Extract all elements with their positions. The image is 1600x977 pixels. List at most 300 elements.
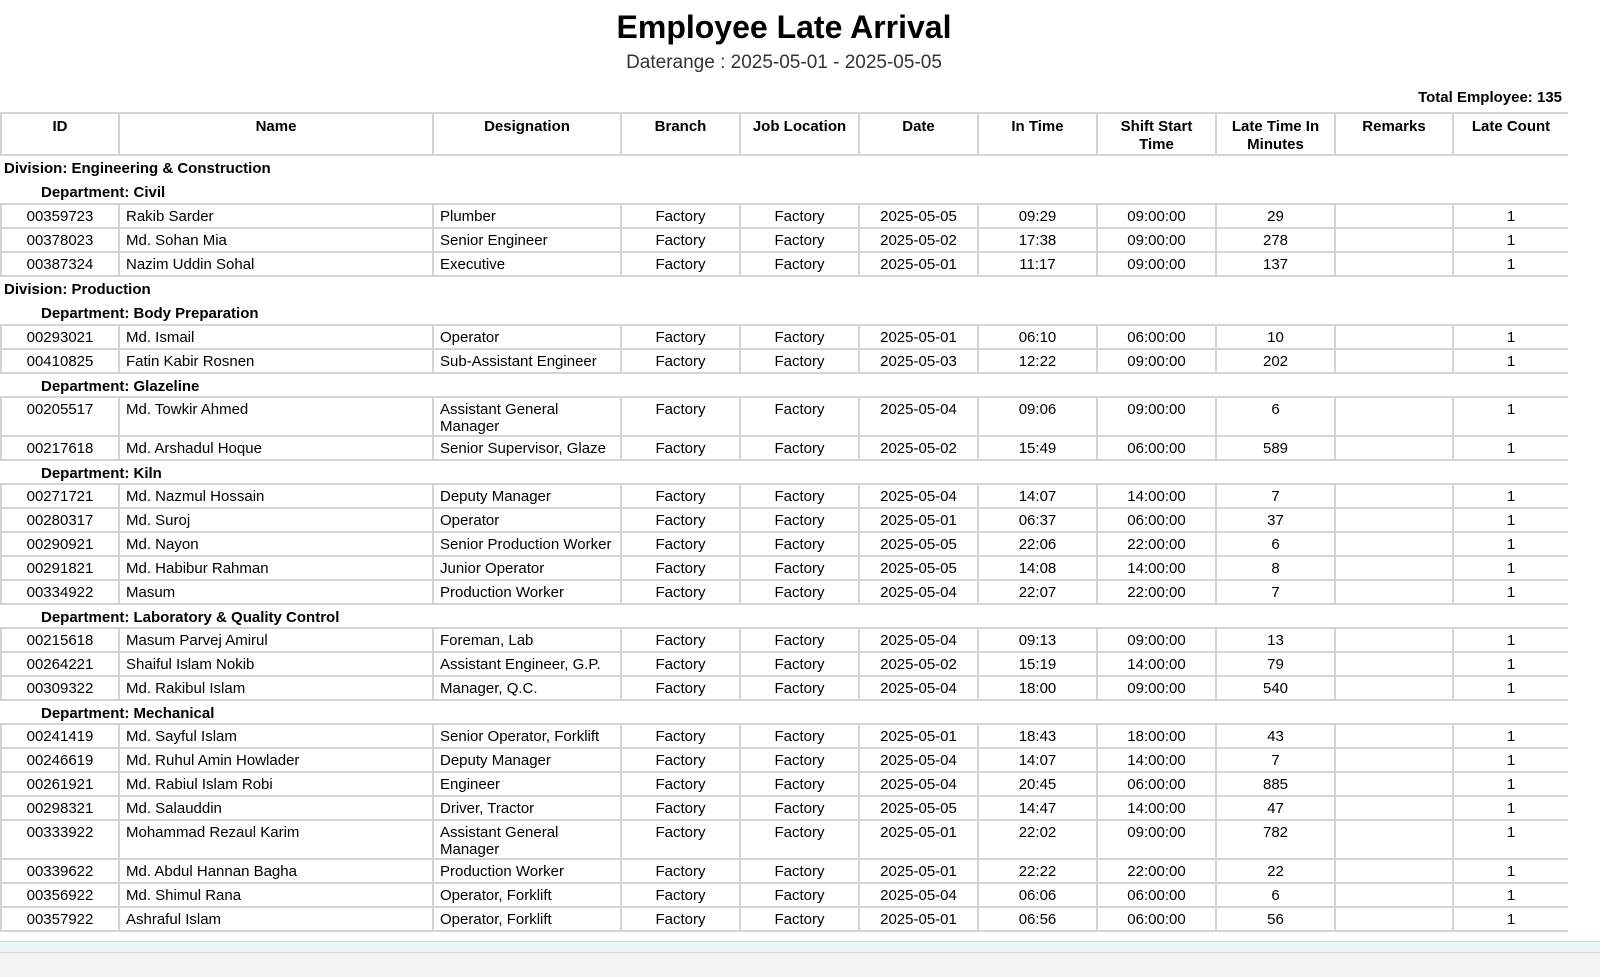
cell-id: 00264221 <box>1 652 119 676</box>
column-header-id: ID <box>1 113 119 155</box>
cell-branch: Factory <box>621 748 740 772</box>
cell-late-minutes: 79 <box>1216 652 1335 676</box>
cell-branch: Factory <box>621 252 740 276</box>
cell-designation: Plumber <box>433 204 621 228</box>
cell-name: Fatin Kabir Rosnen <box>119 349 433 373</box>
cell-date: 2025-05-02 <box>859 228 978 252</box>
cell-name: Md. Ruhul Amin Howlader <box>119 748 433 772</box>
cell-in-time: 11:17 <box>978 252 1097 276</box>
department-row <box>1 604 1568 628</box>
cell-id: 00298321 <box>1 796 119 820</box>
table-row[interactable] <box>1 676 1568 700</box>
cell-name: Md. Ismail <box>119 325 433 349</box>
cell-job-location: Factory <box>740 508 859 532</box>
cell-in-time: 18:00 <box>978 676 1097 700</box>
cell-shift-start-time: 06:00:00 <box>1097 325 1216 349</box>
cell-designation: Junior Operator <box>433 556 621 580</box>
cell-job-location: Factory <box>740 652 859 676</box>
cell-shift-start-time: 09:00:00 <box>1097 204 1216 228</box>
cell-remarks <box>1335 228 1453 252</box>
cell-shift-start-time: 06:00:00 <box>1097 508 1216 532</box>
cell-name: Masum Parvej Amirul <box>119 628 433 652</box>
cell-remarks <box>1335 532 1453 556</box>
cell-id: 00291821 <box>1 556 119 580</box>
cell-name: Mohammad Rezaul Karim <box>119 820 433 859</box>
cell-branch: Factory <box>621 628 740 652</box>
division-row <box>1 276 1568 301</box>
cell-branch: Factory <box>621 349 740 373</box>
cell-designation: Foreman, Lab <box>433 628 621 652</box>
cell-in-time: 09:06 <box>978 397 1097 436</box>
cell-job-location: Factory <box>740 436 859 460</box>
column-header-remarks: Remarks <box>1335 113 1453 155</box>
cell-id: 00290921 <box>1 532 119 556</box>
cell-remarks <box>1335 628 1453 652</box>
cell-late-minutes: 37 <box>1216 508 1335 532</box>
cell-remarks <box>1335 859 1453 883</box>
department-label: Department: Laboratory & Quality Control <box>1 604 1568 628</box>
cell-late-count: 1 <box>1453 820 1568 859</box>
cell-job-location: Factory <box>740 484 859 508</box>
table-row[interactable] <box>1 436 1568 460</box>
cell-late-minutes: 7 <box>1216 580 1335 604</box>
cell-in-time: 06:37 <box>978 508 1097 532</box>
cell-late-minutes: 7 <box>1216 484 1335 508</box>
cell-designation: Senior Engineer <box>433 228 621 252</box>
cell-branch: Factory <box>621 907 740 931</box>
cell-designation: Sub-Assistant Engineer <box>433 349 621 373</box>
department-label: Department: Body Preparation <box>1 301 1568 325</box>
cell-shift-start-time: 14:00:00 <box>1097 748 1216 772</box>
cell-id: 00205517 <box>1 397 119 436</box>
column-header-shift-start-time: Shift Start Time <box>1097 113 1216 155</box>
cell-date: 2025-05-01 <box>859 325 978 349</box>
cell-branch: Factory <box>621 580 740 604</box>
cell-designation: Driver, Tractor <box>433 796 621 820</box>
cell-shift-start-time: 09:00:00 <box>1097 676 1216 700</box>
cell-shift-start-time: 09:00:00 <box>1097 228 1216 252</box>
cell-late-count: 1 <box>1453 228 1568 252</box>
department-row <box>1 700 1568 724</box>
cell-branch: Factory <box>621 397 740 436</box>
table-row[interactable] <box>1 580 1568 604</box>
cell-shift-start-time: 22:00:00 <box>1097 859 1216 883</box>
division-label: Division: Engineering & Construction <box>1 155 1568 180</box>
cell-name: Md. Shimul Rana <box>119 883 433 907</box>
table-row[interactable] <box>1 772 1568 796</box>
cell-shift-start-time: 09:00:00 <box>1097 252 1216 276</box>
cell-in-time: 15:19 <box>978 652 1097 676</box>
cell-shift-start-time: 22:00:00 <box>1097 580 1216 604</box>
cell-id: 00280317 <box>1 508 119 532</box>
cell-designation: Operator <box>433 325 621 349</box>
table-row[interactable] <box>1 883 1568 907</box>
column-header-name: Name <box>119 113 433 155</box>
cell-date: 2025-05-01 <box>859 508 978 532</box>
cell-id: 00261921 <box>1 772 119 796</box>
cell-designation: Assistant General Manager <box>433 820 621 859</box>
cell-remarks <box>1335 772 1453 796</box>
cell-name: Rakib Sarder <box>119 204 433 228</box>
cell-name: Md. Sohan Mia <box>119 228 433 252</box>
cell-late-count: 1 <box>1453 796 1568 820</box>
table-row[interactable] <box>1 228 1568 252</box>
cell-id: 00217618 <box>1 436 119 460</box>
cell-name: Md. Rakibul Islam <box>119 676 433 700</box>
cell-job-location: Factory <box>740 796 859 820</box>
cell-date: 2025-05-04 <box>859 772 978 796</box>
cell-id: 00309322 <box>1 676 119 700</box>
cell-shift-start-time: 09:00:00 <box>1097 349 1216 373</box>
table-row[interactable] <box>1 252 1568 276</box>
cell-name: Shaiful Islam Nokib <box>119 652 433 676</box>
cell-late-count: 1 <box>1453 859 1568 883</box>
cell-job-location: Factory <box>740 397 859 436</box>
cell-late-count: 1 <box>1453 484 1568 508</box>
cell-in-time: 14:07 <box>978 484 1097 508</box>
cell-branch: Factory <box>621 883 740 907</box>
cell-date: 2025-05-05 <box>859 532 978 556</box>
cell-late-count: 1 <box>1453 397 1568 436</box>
cell-designation: Deputy Manager <box>433 484 621 508</box>
cell-date: 2025-05-03 <box>859 349 978 373</box>
cell-shift-start-time: 14:00:00 <box>1097 796 1216 820</box>
cell-late-count: 1 <box>1453 883 1568 907</box>
column-header-in-time: In Time <box>978 113 1097 155</box>
cell-remarks <box>1335 204 1453 228</box>
cell-designation: Assistant General Manager <box>433 397 621 436</box>
late-arrival-table <box>0 112 1568 932</box>
cell-shift-start-time: 14:00:00 <box>1097 652 1216 676</box>
horizontal-scrollbar-track[interactable] <box>0 941 1600 953</box>
cell-job-location: Factory <box>740 772 859 796</box>
cell-date: 2025-05-05 <box>859 556 978 580</box>
cell-name: Md. Suroj <box>119 508 433 532</box>
cell-job-location: Factory <box>740 883 859 907</box>
cell-designation: Deputy Manager <box>433 748 621 772</box>
cell-date: 2025-05-04 <box>859 628 978 652</box>
cell-job-location: Factory <box>740 204 859 228</box>
cell-date: 2025-05-05 <box>859 796 978 820</box>
cell-name: Ashraful Islam <box>119 907 433 931</box>
cell-id: 00359723 <box>1 204 119 228</box>
cell-in-time: 14:08 <box>978 556 1097 580</box>
cell-date: 2025-05-01 <box>859 859 978 883</box>
cell-late-count: 1 <box>1453 724 1568 748</box>
cell-date: 2025-05-04 <box>859 484 978 508</box>
table-row[interactable] <box>1 349 1568 373</box>
cell-late-minutes: 47 <box>1216 796 1335 820</box>
cell-id: 00334922 <box>1 580 119 604</box>
cell-late-count: 1 <box>1453 556 1568 580</box>
daterange-label: Daterange : 2025-05-01 - 2025-05-05 <box>626 52 942 73</box>
cell-date: 2025-05-04 <box>859 397 978 436</box>
cell-late-count: 1 <box>1453 508 1568 532</box>
cell-remarks <box>1335 349 1453 373</box>
cell-remarks <box>1335 397 1453 436</box>
cell-shift-start-time: 18:00:00 <box>1097 724 1216 748</box>
cell-shift-start-time: 09:00:00 <box>1097 397 1216 436</box>
cell-late-minutes: 278 <box>1216 228 1335 252</box>
cell-job-location: Factory <box>740 907 859 931</box>
cell-late-minutes: 8 <box>1216 556 1335 580</box>
cell-late-minutes: 13 <box>1216 628 1335 652</box>
cell-job-location: Factory <box>740 532 859 556</box>
cell-designation: Executive <box>433 252 621 276</box>
table-body <box>1 155 1568 931</box>
cell-in-time: 20:45 <box>978 772 1097 796</box>
cell-in-time: 22:02 <box>978 820 1097 859</box>
table-row[interactable] <box>1 796 1568 820</box>
cell-late-minutes: 6 <box>1216 883 1335 907</box>
cell-job-location: Factory <box>740 325 859 349</box>
cell-date: 2025-05-01 <box>859 724 978 748</box>
cell-date: 2025-05-01 <box>859 907 978 931</box>
cell-date: 2025-05-02 <box>859 436 978 460</box>
cell-shift-start-time: 09:00:00 <box>1097 628 1216 652</box>
cell-late-count: 1 <box>1453 436 1568 460</box>
cell-late-minutes: 10 <box>1216 325 1335 349</box>
department-label: Department: Kiln <box>1 460 1568 484</box>
cell-late-minutes: 7 <box>1216 748 1335 772</box>
cell-designation: Assistant Engineer, G.P. <box>433 652 621 676</box>
cell-branch: Factory <box>621 532 740 556</box>
cell-late-count: 1 <box>1453 772 1568 796</box>
total-employee-count: Total Employee: 135 <box>1418 89 1562 106</box>
cell-late-count: 1 <box>1453 252 1568 276</box>
table-row[interactable] <box>1 820 1568 859</box>
table-row[interactable] <box>1 532 1568 556</box>
cell-in-time: 22:06 <box>978 532 1097 556</box>
cell-id: 00241419 <box>1 724 119 748</box>
cell-branch: Factory <box>621 325 740 349</box>
cell-id: 00356922 <box>1 883 119 907</box>
cell-remarks <box>1335 883 1453 907</box>
cell-late-count: 1 <box>1453 652 1568 676</box>
department-row <box>1 301 1568 325</box>
cell-date: 2025-05-04 <box>859 676 978 700</box>
cell-job-location: Factory <box>740 252 859 276</box>
table-row[interactable] <box>1 907 1568 931</box>
column-header-late-count: Late Count <box>1453 113 1568 155</box>
cell-late-count: 1 <box>1453 532 1568 556</box>
table-header-row <box>1 113 1568 155</box>
cell-job-location: Factory <box>740 820 859 859</box>
cell-id: 00339622 <box>1 859 119 883</box>
cell-id: 00387324 <box>1 252 119 276</box>
cell-name: Masum <box>119 580 433 604</box>
cell-designation: Operator <box>433 508 621 532</box>
cell-remarks <box>1335 907 1453 931</box>
table-row[interactable] <box>1 724 1568 748</box>
cell-late-count: 1 <box>1453 748 1568 772</box>
cell-designation: Senior Production Worker <box>433 532 621 556</box>
column-header-late-time-minutes: Late Time In Minutes <box>1216 113 1335 155</box>
department-row <box>1 460 1568 484</box>
cell-late-minutes: 6 <box>1216 532 1335 556</box>
cell-name: Md. Sayful Islam <box>119 724 433 748</box>
cell-date: 2025-05-02 <box>859 652 978 676</box>
department-label: Department: Glazeline <box>1 373 1568 397</box>
cell-late-count: 1 <box>1453 325 1568 349</box>
cell-designation: Senior Operator, Forklift <box>433 724 621 748</box>
cell-in-time: 18:43 <box>978 724 1097 748</box>
cell-in-time: 09:13 <box>978 628 1097 652</box>
cell-in-time: 12:22 <box>978 349 1097 373</box>
department-row <box>1 180 1568 204</box>
cell-late-minutes: 589 <box>1216 436 1335 460</box>
cell-name: Md. Rabiul Islam Robi <box>119 772 433 796</box>
cell-remarks <box>1335 796 1453 820</box>
cell-late-count: 1 <box>1453 580 1568 604</box>
cell-name: Nazim Uddin Sohal <box>119 252 433 276</box>
cell-shift-start-time: 06:00:00 <box>1097 436 1216 460</box>
column-header-branch: Branch <box>621 113 740 155</box>
cell-in-time: 06:56 <box>978 907 1097 931</box>
cell-designation: Engineer <box>433 772 621 796</box>
cell-late-minutes: 137 <box>1216 252 1335 276</box>
report-title: Employee Late Arrival <box>616 9 952 45</box>
cell-in-time: 09:29 <box>978 204 1097 228</box>
cell-branch: Factory <box>621 796 740 820</box>
cell-id: 00246619 <box>1 748 119 772</box>
cell-in-time: 22:07 <box>978 580 1097 604</box>
cell-job-location: Factory <box>740 724 859 748</box>
cell-id: 00215618 <box>1 628 119 652</box>
table-row[interactable] <box>1 748 1568 772</box>
cell-date: 2025-05-04 <box>859 580 978 604</box>
cell-late-minutes: 202 <box>1216 349 1335 373</box>
cell-branch: Factory <box>621 772 740 796</box>
cell-late-minutes: 29 <box>1216 204 1335 228</box>
division-label: Division: Production <box>1 276 1568 301</box>
cell-job-location: Factory <box>740 628 859 652</box>
cell-shift-start-time: 14:00:00 <box>1097 484 1216 508</box>
cell-late-count: 1 <box>1453 907 1568 931</box>
table-row[interactable] <box>1 325 1568 349</box>
cell-in-time: 17:38 <box>978 228 1097 252</box>
cell-branch: Factory <box>621 484 740 508</box>
cell-remarks <box>1335 252 1453 276</box>
department-label: Department: Civil <box>1 180 1568 204</box>
cell-late-minutes: 56 <box>1216 907 1335 931</box>
cell-branch: Factory <box>621 724 740 748</box>
cell-late-count: 1 <box>1453 628 1568 652</box>
cell-remarks <box>1335 436 1453 460</box>
cell-late-minutes: 43 <box>1216 724 1335 748</box>
cell-job-location: Factory <box>740 676 859 700</box>
division-row <box>1 155 1568 180</box>
cell-branch: Factory <box>621 652 740 676</box>
table-row[interactable] <box>1 484 1568 508</box>
cell-shift-start-time: 06:00:00 <box>1097 883 1216 907</box>
cell-in-time: 22:22 <box>978 859 1097 883</box>
cell-remarks <box>1335 580 1453 604</box>
column-header-designation: Designation <box>433 113 621 155</box>
cell-remarks <box>1335 676 1453 700</box>
table-row[interactable] <box>1 652 1568 676</box>
cell-date: 2025-05-01 <box>859 252 978 276</box>
cell-date: 2025-05-01 <box>859 820 978 859</box>
cell-name: Md. Abdul Hannan Bagha <box>119 859 433 883</box>
cell-branch: Factory <box>621 436 740 460</box>
cell-job-location: Factory <box>740 349 859 373</box>
cell-late-minutes: 6 <box>1216 397 1335 436</box>
cell-shift-start-time: 14:00:00 <box>1097 556 1216 580</box>
cell-remarks <box>1335 556 1453 580</box>
cell-late-count: 1 <box>1453 676 1568 700</box>
table-row[interactable] <box>1 628 1568 652</box>
cell-remarks <box>1335 820 1453 859</box>
footer-strip <box>0 953 1600 977</box>
cell-id: 00271721 <box>1 484 119 508</box>
table-row[interactable] <box>1 508 1568 532</box>
cell-job-location: Factory <box>740 228 859 252</box>
cell-in-time: 15:49 <box>978 436 1097 460</box>
cell-late-minutes: 885 <box>1216 772 1335 796</box>
cell-branch: Factory <box>621 820 740 859</box>
table-row[interactable] <box>1 204 1568 228</box>
cell-branch: Factory <box>621 676 740 700</box>
cell-branch: Factory <box>621 228 740 252</box>
cell-designation: Production Worker <box>433 859 621 883</box>
table-row[interactable] <box>1 859 1568 883</box>
cell-in-time: 06:06 <box>978 883 1097 907</box>
report-table-viewport[interactable] <box>0 112 1568 934</box>
cell-branch: Factory <box>621 204 740 228</box>
cell-date: 2025-05-04 <box>859 883 978 907</box>
cell-remarks <box>1335 508 1453 532</box>
cell-designation: Senior Supervisor, Glaze <box>433 436 621 460</box>
table-row[interactable] <box>1 556 1568 580</box>
cell-remarks <box>1335 748 1453 772</box>
cell-job-location: Factory <box>740 748 859 772</box>
department-label: Department: Mechanical <box>1 700 1568 724</box>
cell-date: 2025-05-05 <box>859 204 978 228</box>
cell-designation: Operator, Forklift <box>433 883 621 907</box>
cell-shift-start-time: 09:00:00 <box>1097 820 1216 859</box>
cell-job-location: Factory <box>740 556 859 580</box>
cell-shift-start-time: 06:00:00 <box>1097 772 1216 796</box>
cell-remarks <box>1335 724 1453 748</box>
cell-late-minutes: 540 <box>1216 676 1335 700</box>
cell-late-count: 1 <box>1453 349 1568 373</box>
column-header-job-location: Job Location <box>740 113 859 155</box>
cell-shift-start-time: 06:00:00 <box>1097 907 1216 931</box>
cell-name: Md. Towkir Ahmed <box>119 397 433 436</box>
cell-remarks <box>1335 325 1453 349</box>
cell-id: 00378023 <box>1 228 119 252</box>
cell-name: Md. Nazmul Hossain <box>119 484 433 508</box>
cell-designation: Production Worker <box>433 580 621 604</box>
cell-name: Md. Habibur Rahman <box>119 556 433 580</box>
cell-remarks <box>1335 652 1453 676</box>
cell-in-time: 06:10 <box>978 325 1097 349</box>
department-row <box>1 373 1568 397</box>
cell-in-time: 14:07 <box>978 748 1097 772</box>
cell-late-count: 1 <box>1453 204 1568 228</box>
cell-job-location: Factory <box>740 580 859 604</box>
cell-late-minutes: 22 <box>1216 859 1335 883</box>
cell-id: 00333922 <box>1 820 119 859</box>
cell-job-location: Factory <box>740 859 859 883</box>
cell-shift-start-time: 22:00:00 <box>1097 532 1216 556</box>
column-header-date: Date <box>859 113 978 155</box>
cell-date: 2025-05-04 <box>859 748 978 772</box>
cell-name: Md. Nayon <box>119 532 433 556</box>
cell-designation: Manager, Q.C. <box>433 676 621 700</box>
table-row[interactable] <box>1 397 1568 436</box>
